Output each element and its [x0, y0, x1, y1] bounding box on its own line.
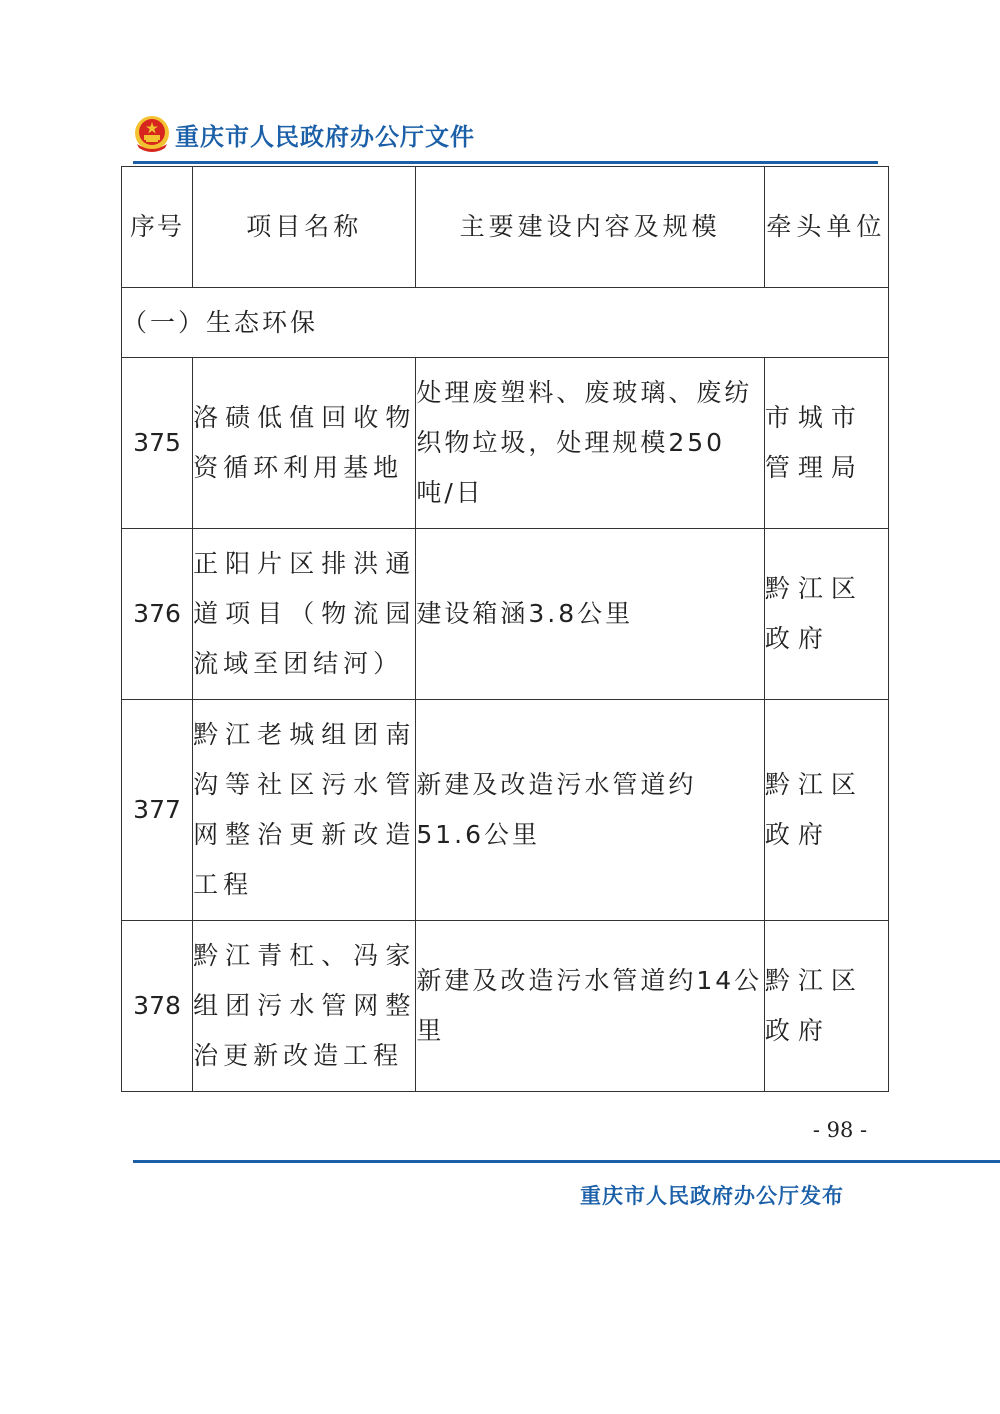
- row-content: 新建及改造污水管道约14公里: [416, 921, 764, 1092]
- row-content: 建设箱涵3.8公里: [416, 529, 764, 700]
- category-label: （一）生态环保: [122, 288, 889, 358]
- national-emblem-icon: [133, 114, 171, 154]
- header-content: 主要建设内容及规模: [416, 167, 764, 288]
- row-unit: 黔江区政府: [764, 921, 888, 1092]
- row-name: 黔江老城组团南沟等社区污水管网整治更新改造工程: [193, 700, 416, 921]
- table-row: [122, 529, 889, 700]
- row-no: 377: [122, 700, 193, 921]
- row-content: 处理废塑料、废玻璃、废纺织物垃圾，处理规模250吨/日: [416, 358, 764, 529]
- row-name: 洛碛低值回收物资循环利用基地: [193, 358, 416, 529]
- row-no: 375: [122, 358, 193, 529]
- header-divider: [133, 161, 878, 164]
- footer-divider: [133, 1160, 1000, 1163]
- row-no: 376: [122, 529, 193, 700]
- header-title: 重庆市人民政府办公厅文件: [175, 121, 475, 151]
- table-row: [122, 358, 889, 529]
- table-row: [122, 700, 889, 921]
- row-unit: 市城市管理局: [764, 358, 888, 529]
- header-name: 项目名称: [193, 167, 416, 288]
- table-row: [122, 921, 889, 1092]
- row-content: 新建及改造污水管道约51.6公里: [416, 700, 764, 921]
- category-row: [122, 288, 889, 358]
- row-name: 正阳片区排洪通道项目（物流园流域至团结河）: [193, 529, 416, 700]
- row-unit: 黔江区政府: [764, 700, 888, 921]
- table-header-row: [122, 167, 889, 288]
- row-unit: 黔江区政府: [764, 529, 888, 700]
- project-table: [121, 166, 889, 1092]
- header-no: 序号: [122, 167, 193, 288]
- row-name: 黔江青杠、冯家组团污水管网整治更新改造工程: [193, 921, 416, 1092]
- page-number: - 98 -: [812, 1118, 868, 1142]
- row-no: 378: [122, 921, 193, 1092]
- document-header: [133, 112, 475, 156]
- footer-publisher: 重庆市人民政府办公厅发布: [580, 1183, 844, 1208]
- header-unit: 牵头单位: [764, 167, 888, 288]
